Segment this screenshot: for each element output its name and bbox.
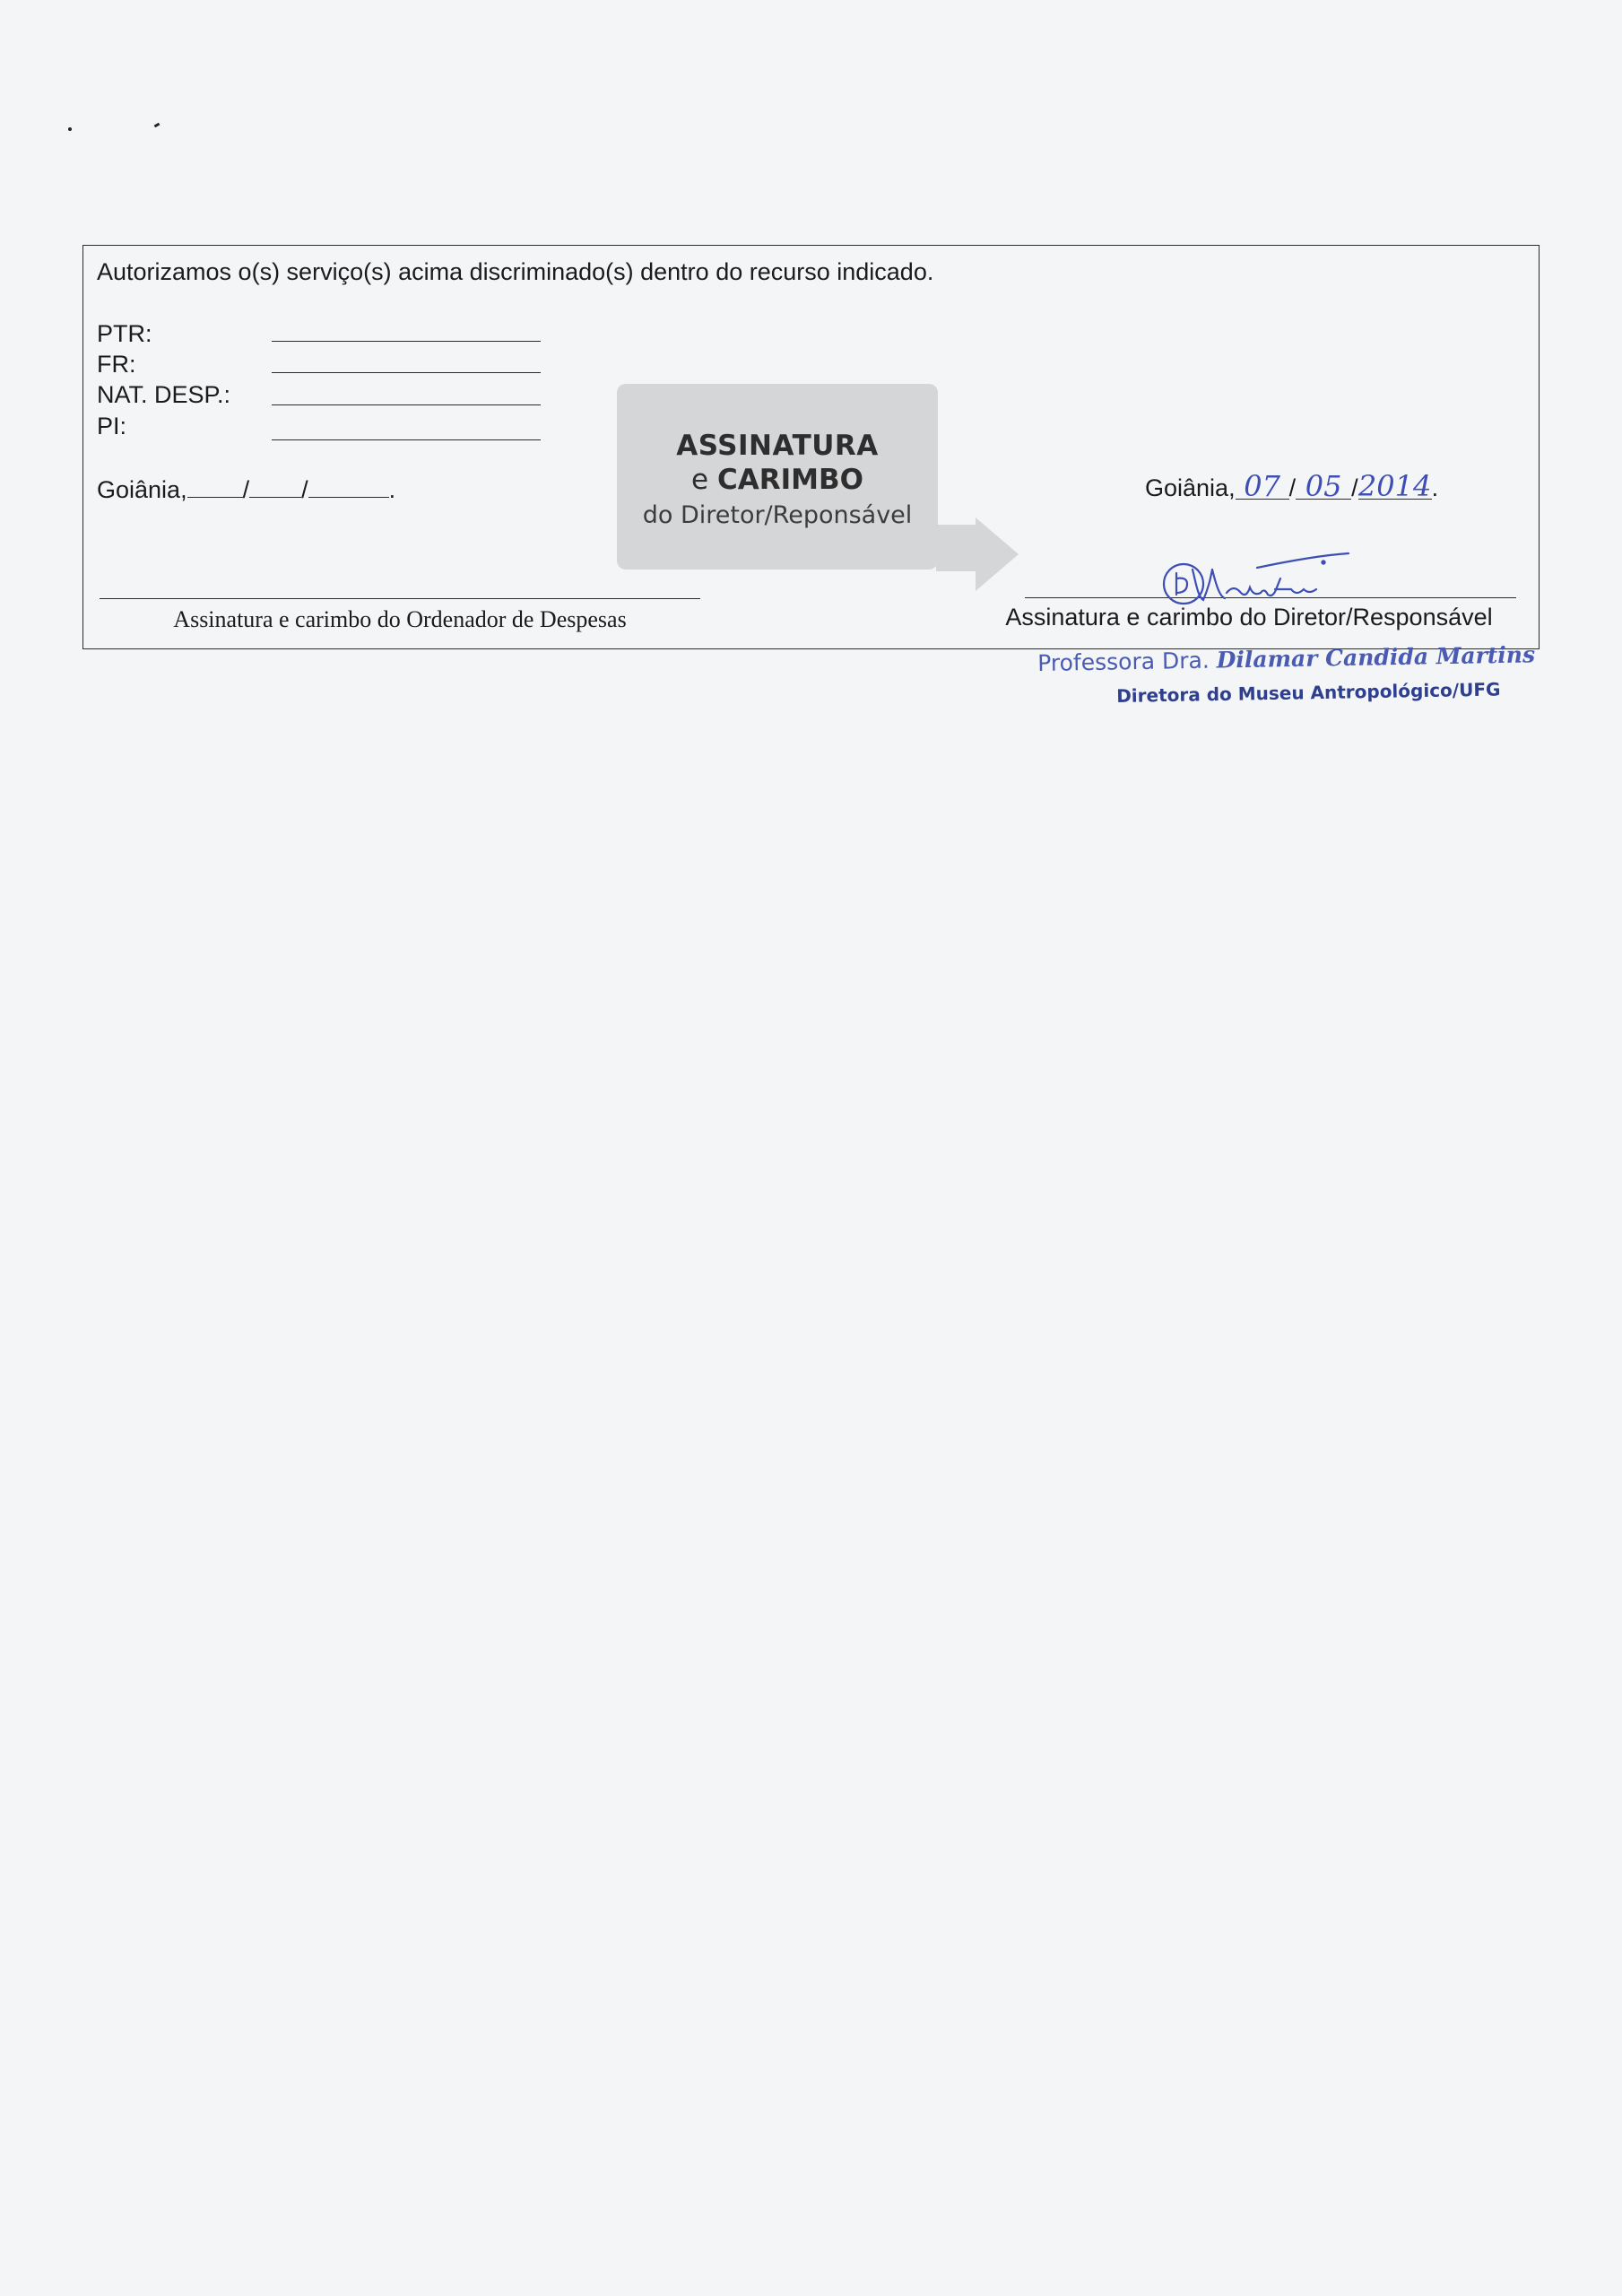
placeholder-line-2-bold: CARIMBO — [716, 464, 863, 496]
ordenador-caption: Assinatura e carimbo do Ordenador de Despesas — [173, 606, 627, 632]
date-right-day: 07 — [1236, 474, 1289, 500]
placeholder-line-2 — [617, 464, 938, 496]
date-right-month: 05 — [1296, 474, 1351, 500]
date-right — [1145, 469, 1439, 503]
date-left-day-blank — [187, 479, 243, 498]
date-right-sep: / — [1288, 474, 1297, 501]
date-left-sep: / — [242, 476, 250, 503]
arrow-right-icon — [936, 517, 1019, 591]
field-line-ptr — [272, 341, 541, 342]
field-line-pi — [272, 439, 541, 440]
signature-placeholder-box — [617, 384, 938, 570]
date-right-year: 2014 — [1357, 469, 1432, 503]
stamp-name: Dilamar Candida Martins — [1216, 641, 1536, 674]
scan-speck — [68, 127, 72, 131]
placeholder-line-3: do Diretor/Reponsável — [642, 501, 913, 529]
date-right-city: Goiânia, — [1145, 474, 1236, 501]
date-right-end: . — [1431, 474, 1439, 501]
handwritten-signature — [1157, 543, 1363, 614]
date-left-year-blank — [308, 479, 389, 498]
date-left-month-blank — [249, 479, 301, 498]
field-label-ptr: PTR: — [97, 320, 152, 347]
placeholder-line-2-prefix: e — [691, 464, 709, 496]
ordenador-signature-line — [100, 598, 700, 599]
stamp-role: Diretora do Museu Antropológico/UFG — [1116, 678, 1501, 707]
field-label-nat-desp: NAT. DESP.: — [97, 381, 231, 408]
field-label-pi: PI: — [97, 413, 127, 439]
date-right-sep: / — [1351, 474, 1358, 501]
stamp-title: Professora Dra. — [1037, 647, 1210, 676]
authorization-intro: Autorizamos o(s) serviço(s) acima discriminado(s) dentro do recurso indicado. — [97, 258, 934, 285]
date-left-city: Goiânia, — [97, 476, 187, 503]
field-line-nat-desp — [272, 404, 541, 405]
date-left-end: . — [388, 476, 396, 503]
date-left-sep: / — [301, 476, 308, 503]
date-left — [97, 476, 395, 504]
field-line-fr — [272, 372, 541, 373]
diretor-caption: Assinatura e carimbo do Diretor/Responsável — [1005, 604, 1493, 631]
placeholder-line-1: ASSINATURA — [676, 430, 879, 462]
field-label-fr: FR: — [97, 351, 136, 378]
scan-speck — [154, 123, 160, 128]
